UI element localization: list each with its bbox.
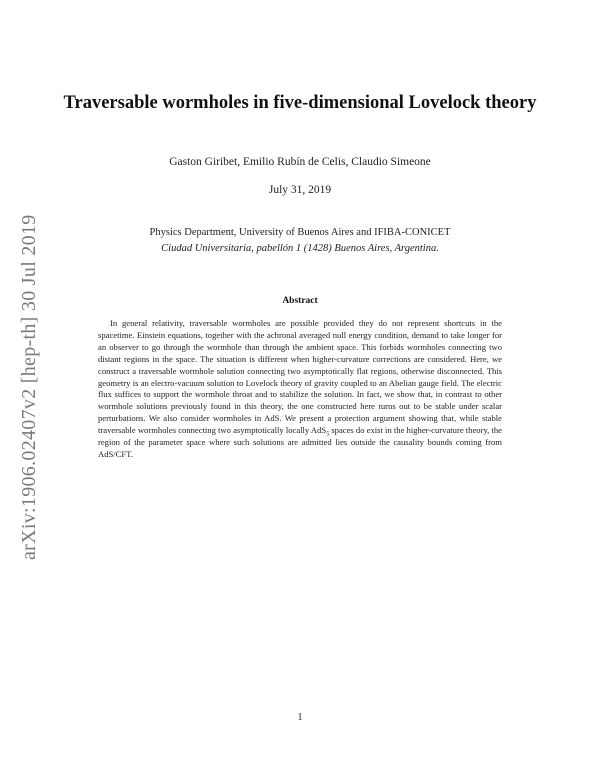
paper-title: Traversable wormholes in five-dimensional Lovelock theory: [63, 93, 537, 113]
abstract-text-part-1: In general relativity, traversable wormholes are possible provided they do not represent shortcuts in the spacetime. Einstein equations, together with the achronal averaged null energy condition, demand to take longer for an observer to go through the wormhole than through the ambient space. This forbids wormholes connecting two distant regions in the space. The situation is different when higher-curvature corrections are considered. Here, we construct a traversable wormhole solution connecting two asymptotically flat regions, otherwise disconnected. This geometry is an electro-vacuum solution to Lovelock theory of gravity coupled to an Abelian gauge field. The electric flux suffices to support the wormhole throat and to stabilize the solution. In fact, we show that, in contrast to other wormhole solutions previously found in this theory, the one constructed here turns out to be stable under scalar perturbations. We also consider wormholes in AdS. We present a protection argument showing that, while stable traversable wormholes connecting two asymptotically locally AdS: [98, 318, 502, 436]
abstract-body: [98, 318, 502, 461]
abstract-text-part-2: spaces do exist in the higher-curvature theory, the region of the parameter space where such solutions are admitted lies outside the causality bounds coming from AdS/CFT.: [98, 425, 502, 459]
affiliation-institution: Physics Department, University of Buenos Aires and IFIBA-CONICET: [149, 227, 451, 238]
affiliation-address: Ciudad Universitaria, pabellón 1 (1428) Buenos Aires, Argentina.: [161, 243, 439, 254]
arxiv-identifier-stamp: arXiv:1906.02407v2 [hep-th] 30 Jul 2019: [18, 214, 40, 560]
publication-date: July 31, 2019: [268, 184, 332, 196]
abstract-heading: Abstract: [282, 296, 318, 306]
page-number: 1: [297, 712, 303, 723]
affiliation: [60, 225, 540, 257]
authors: Gaston Giribet, Emilio Rubín de Celis, Claudio Simeone: [169, 156, 431, 168]
abstract-subscript: 5: [326, 431, 330, 438]
